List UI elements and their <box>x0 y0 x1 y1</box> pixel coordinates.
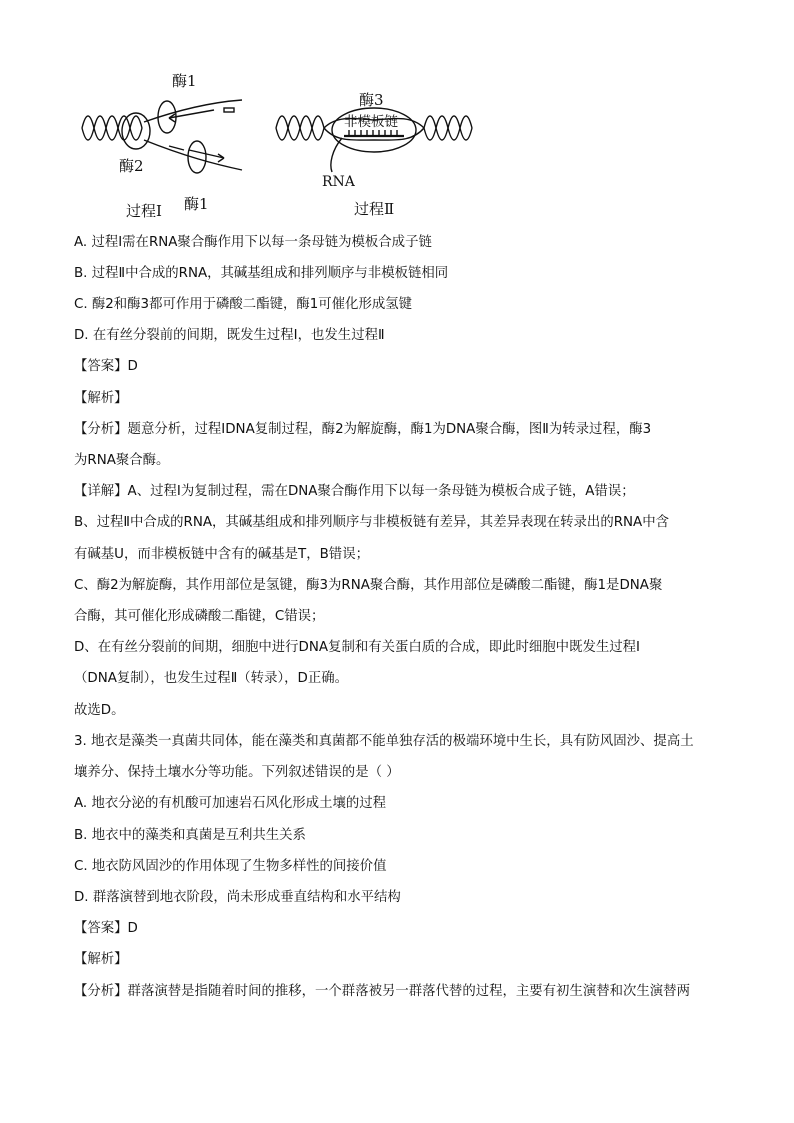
detail-line-c1: C、酶2为解旋酶，其作用部位是氢键，酶3为RNA聚合酶，其作用部位是磷酸二酯键，酶1是DNA聚 <box>74 578 663 593</box>
detail-line-d1: D、在有丝分裂前的间期，细胞中进行DNA复制和有关蛋白质的合成，即此时细胞中既发生过程Ⅰ <box>74 640 640 655</box>
detail-line-c2: 合酶，其可催化形成磷酸二酯键，C错误； <box>74 609 325 624</box>
detail-line-a: 【详解】A、过程Ⅰ为复制过程，需在DNA聚合酶作用下以每一条母链为模板合成子链，A错误； <box>74 484 635 499</box>
enzyme3-label: 酶3 <box>359 91 384 109</box>
q3-answer-label: 【答案】D <box>74 921 138 936</box>
q3-option-c: C. 地衣防风固沙的作用体现了生物多样性的间接价值 <box>74 859 387 874</box>
q3-option-a: A. 地衣分泌的有机酸可加速岩石风化形成土壤的过程 <box>74 796 387 811</box>
question-3-line-2: 壤养分、保持土壤水分等功能。下列叙述错误的是（ ） <box>74 765 400 780</box>
enzyme1-bottom-label: 酶1 <box>184 195 209 213</box>
q3-analysis-heading: 【解析】 <box>74 952 128 967</box>
enzyme2-label: 酶2 <box>119 157 144 175</box>
conclusion: 故选D。 <box>74 703 125 718</box>
answer-label: 【答案】D <box>74 359 138 374</box>
option-a: A. 过程Ⅰ需在RNA聚合酶作用下以每一条母链为模板合成子链 <box>74 235 432 250</box>
enzyme1-top-label: 酶1 <box>172 72 197 90</box>
detail-line-b1: B、过程Ⅱ中合成的RNA，其碱基组成和排列顺序与非模板链有差异，其差异表现在转录出的RNA中含 <box>74 515 669 530</box>
option-c: C. 酶2和酶3都可作用于磷酸二酯键，酶1可催化形成氢键 <box>74 297 413 312</box>
process2-label: 过程Ⅱ <box>354 200 395 218</box>
option-d: D. 在有丝分裂前的间期，既发生过程Ⅰ，也发生过程Ⅱ <box>74 328 385 343</box>
q3-option-d: D. 群落演替到地衣阶段，尚未形成垂直结构和水平结构 <box>74 890 401 905</box>
process1-label: 过程Ⅰ <box>126 202 162 220</box>
q3-option-b: B. 地衣中的藻类和真菌是互利共生关系 <box>74 828 306 843</box>
non-template-strand-label: 非模板链 <box>344 114 398 130</box>
dna-process-figure <box>74 60 494 230</box>
q3-analysis-line-1: 【分析】群落演替是指随着时间的推移，一个群落被另一群落代替的过程，主要有初生演替和次生演替两 <box>74 984 690 999</box>
option-b: B. 过程Ⅱ中合成的RNA，其碱基组成和排列顺序与非模板链相同 <box>74 266 449 281</box>
analysis-heading: 【解析】 <box>74 391 128 406</box>
detail-line-d2: （DNA复制），也发生过程Ⅱ（转录），D正确。 <box>74 671 349 686</box>
detail-line-b2: 有碱基U，而非模板链中含有的碱基是T，B错误； <box>74 547 369 562</box>
analysis-line-1: 【分析】题意分析，过程ⅠDNA复制过程，酶2为解旋酶，酶1为DNA聚合酶，图Ⅱ为转录过程，酶3 <box>74 422 652 437</box>
question-3-line-1: 3. 地衣是藻类一真菌共同体，能在藻类和真菌都不能单独存活的极端环境中生长，具有防风固沙、提高土 <box>74 734 694 749</box>
rna-label: RNA <box>322 174 355 190</box>
analysis-line-2: 为RNA聚合酶。 <box>74 453 170 468</box>
